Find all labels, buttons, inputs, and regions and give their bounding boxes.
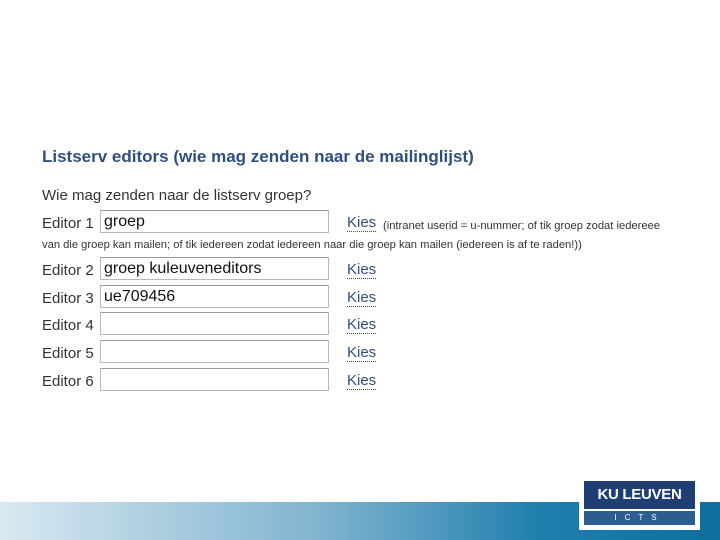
kies-link-6[interactable]: Kies: [347, 372, 377, 389]
editor-label: Editor 6: [42, 373, 94, 390]
kies-link-5[interactable]: Kies: [347, 344, 377, 361]
hint-text: (intranet userid = u-nummer; of tik groep zodat iedereee: [383, 220, 661, 232]
editor-label: Editor 4: [42, 317, 94, 334]
editor-label: Editor 3: [42, 290, 94, 307]
editor-4-input[interactable]: [100, 312, 329, 335]
editor-label: Editor 2: [42, 262, 94, 279]
section-title: Listserv editors (wie mag zenden naar de mailinglijst): [42, 147, 474, 166]
editor-label: Editor 1: [42, 215, 94, 232]
editor-1-input[interactable]: [100, 210, 329, 233]
ku-leuven-logo: [579, 476, 700, 530]
kies-link-3[interactable]: Kies: [347, 289, 377, 306]
kies-link-1[interactable]: Kies: [347, 214, 377, 231]
kies-link-4[interactable]: Kies: [347, 316, 377, 333]
logo-wordmark: KU LEUVEN: [584, 481, 695, 509]
editor-5-input[interactable]: [100, 340, 329, 363]
hint-text-continued: van die groep kan mailen; of tik iedereen zodat iedereen naar die groep kan mailen (iedereen is af te raden!)): [42, 239, 582, 251]
question-label: Wie mag zenden naar de listserv groep?: [42, 187, 312, 204]
editor-6-input[interactable]: [100, 368, 329, 391]
editor-2-input[interactable]: [100, 257, 329, 280]
editor-3-input[interactable]: [100, 285, 329, 308]
kies-link-2[interactable]: Kies: [347, 261, 377, 278]
logo-subtitle: ICTS: [584, 511, 695, 525]
editor-label: Editor 5: [42, 345, 94, 362]
